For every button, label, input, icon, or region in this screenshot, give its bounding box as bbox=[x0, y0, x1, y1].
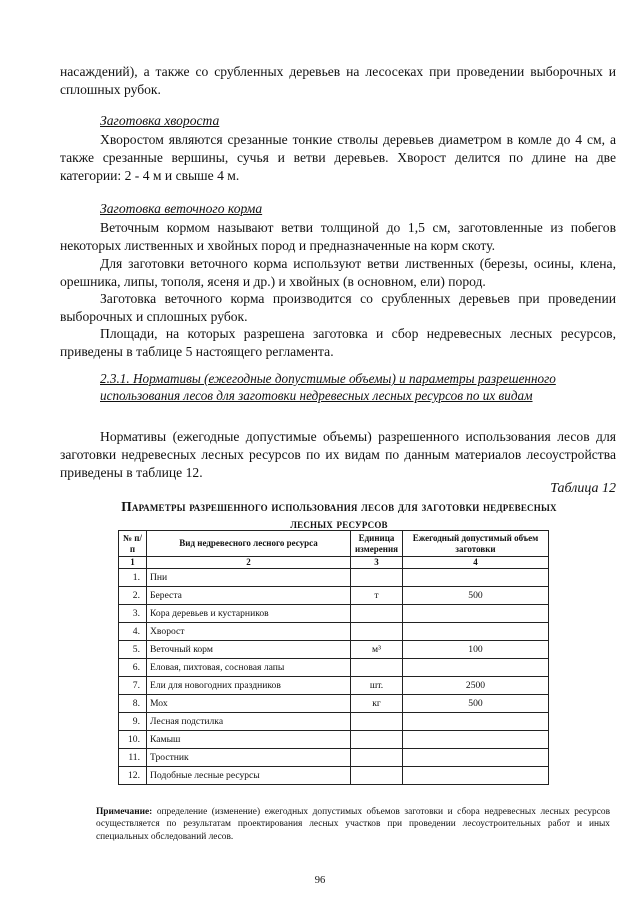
row-volume bbox=[403, 659, 549, 677]
page-number: 96 bbox=[314, 875, 326, 886]
row-num: 7. bbox=[119, 677, 147, 695]
row-num: 11. bbox=[119, 749, 147, 767]
row-unit bbox=[351, 767, 403, 785]
row-num: 3. bbox=[119, 605, 147, 623]
row-volume bbox=[403, 731, 549, 749]
subheading-korm: Заготовка веточного корма bbox=[100, 201, 263, 216]
row-name: Веточный корм bbox=[147, 641, 351, 659]
row-unit bbox=[351, 749, 403, 767]
row-volume bbox=[403, 569, 549, 587]
index-cell: 4 bbox=[403, 557, 549, 569]
table-caption: Таблица 12 bbox=[550, 481, 616, 496]
row-unit bbox=[351, 623, 403, 641]
index-cell: 1 bbox=[119, 557, 147, 569]
table-row bbox=[119, 731, 549, 749]
row-num: 8. bbox=[119, 695, 147, 713]
paragraph-norms: Нормативы (ежегодные допустимые объемы) разрешенного использования лесов для заготовки недревесных лесных ресурсов по их видам по данным материалов лесоустройства приведены в таблице 12. bbox=[60, 429, 616, 480]
subheading-hvorost: Заготовка хвороста bbox=[100, 113, 220, 128]
note-text: определение (изменение) ежегодных допустимых объемов заготовки и сбора недревесных лесных ресурсов осуществляется по результатам проектирования лесных участков при проведении лесоустроительных работ и иных специальных обследований лесов. bbox=[96, 807, 610, 842]
row-unit bbox=[351, 569, 403, 587]
table-row bbox=[119, 587, 549, 605]
row-volume bbox=[403, 713, 549, 731]
table-row bbox=[119, 713, 549, 731]
row-name: Береста bbox=[147, 587, 351, 605]
row-name: Тростник bbox=[147, 749, 351, 767]
resources-table bbox=[118, 530, 549, 785]
row-num: 4. bbox=[119, 623, 147, 641]
table-header-row bbox=[119, 531, 549, 557]
paragraph-hvorost: Хворостом являются срезанные тонкие стволы деревьев диаметром в комле до 4 см, а также срезанные вершины, сучья и ветви деревьев. Хворост делится по длине на две категории: 2 - 4 м и свыше 4 м. bbox=[60, 132, 616, 183]
paragraph-intro: насаждений), а также со срубленных деревьев на лесосеках при проведении выборочных и сплошных рубок. bbox=[60, 64, 616, 97]
row-name: Пни bbox=[147, 569, 351, 587]
paragraph-korm-procurement: Заготовка веточного корма производится со срубленных деревьев при проведении выборочных и сплошных рубок. bbox=[60, 291, 616, 324]
note-label: Примечание: bbox=[96, 807, 153, 817]
row-unit bbox=[351, 731, 403, 749]
row-volume: 2500 bbox=[403, 677, 549, 695]
row-num: 9. bbox=[119, 713, 147, 731]
row-volume bbox=[403, 767, 549, 785]
row-name: Еловая, пихтовая, сосновая лапы bbox=[147, 659, 351, 677]
table-row bbox=[119, 623, 549, 641]
row-volume: 500 bbox=[403, 695, 549, 713]
header-volume: Ежегодный допустимый объем заготовки bbox=[403, 531, 549, 557]
table-index-row bbox=[119, 557, 549, 569]
table-note bbox=[96, 806, 610, 843]
paragraph-areas: Площади, на которых разрешена заготовка и сбор недревесных лесных ресурсов, приведены в таблице 5 настоящего регламента. bbox=[60, 326, 616, 359]
row-volume bbox=[403, 623, 549, 641]
row-num: 5. bbox=[119, 641, 147, 659]
row-unit bbox=[351, 605, 403, 623]
header-num: № п/п bbox=[119, 531, 147, 557]
row-name: Ели для новогодних праздников bbox=[147, 677, 351, 695]
row-unit: кг bbox=[351, 695, 403, 713]
row-num: 6. bbox=[119, 659, 147, 677]
table-row bbox=[119, 677, 549, 695]
section-heading-text: 2.3.1. Нормативы (ежегодные допустимые объемы) и параметры разрешенного использования лесов для заготовки недревесных лесных ресурсов по их видам bbox=[100, 371, 556, 403]
row-name: Мох bbox=[147, 695, 351, 713]
row-num: 2. bbox=[119, 587, 147, 605]
row-name: Камыш bbox=[147, 731, 351, 749]
row-name: Лесная подстилка bbox=[147, 713, 351, 731]
section-heading bbox=[100, 370, 620, 404]
row-unit bbox=[351, 659, 403, 677]
row-unit bbox=[351, 713, 403, 731]
row-volume: 500 bbox=[403, 587, 549, 605]
header-kind: Вид недревесного лесного ресурса bbox=[147, 531, 351, 557]
row-num: 12. bbox=[119, 767, 147, 785]
row-name: Кора деревьев и кустарников bbox=[147, 605, 351, 623]
row-unit: м³ bbox=[351, 641, 403, 659]
paragraph-korm-species: Для заготовки веточного корма используют ветви лиственных (березы, осины, клена, орешника, липы, тополя, ясеня и др.) и хвойных (в основном, ели) пород. bbox=[60, 256, 616, 289]
paragraph-korm-definition: Веточным кормом называют ветви толщиной до 1,5 см, заготовленные из побегов некоторых лиственных и хвойных пород и предназначенные на корм скоту. bbox=[60, 220, 616, 253]
row-volume: 100 bbox=[403, 641, 549, 659]
table-row bbox=[119, 749, 549, 767]
table-row bbox=[119, 569, 549, 587]
row-unit: шт. bbox=[351, 677, 403, 695]
row-num: 1. bbox=[119, 569, 147, 587]
table-title: Параметры разрешенного использования лесов для заготовки недревесных лесных ресурсов bbox=[121, 499, 557, 531]
row-unit: т bbox=[351, 587, 403, 605]
table-row bbox=[119, 695, 549, 713]
header-unit: Единица измерения bbox=[351, 531, 403, 557]
table-row bbox=[119, 605, 549, 623]
table-row bbox=[119, 641, 549, 659]
row-name: Хворост bbox=[147, 623, 351, 641]
row-num: 10. bbox=[119, 731, 147, 749]
table-row bbox=[119, 659, 549, 677]
row-volume bbox=[403, 605, 549, 623]
row-name: Подобные лесные ресурсы bbox=[147, 767, 351, 785]
index-cell: 2 bbox=[147, 557, 351, 569]
row-volume bbox=[403, 749, 549, 767]
table-row bbox=[119, 767, 549, 785]
index-cell: 3 bbox=[351, 557, 403, 569]
